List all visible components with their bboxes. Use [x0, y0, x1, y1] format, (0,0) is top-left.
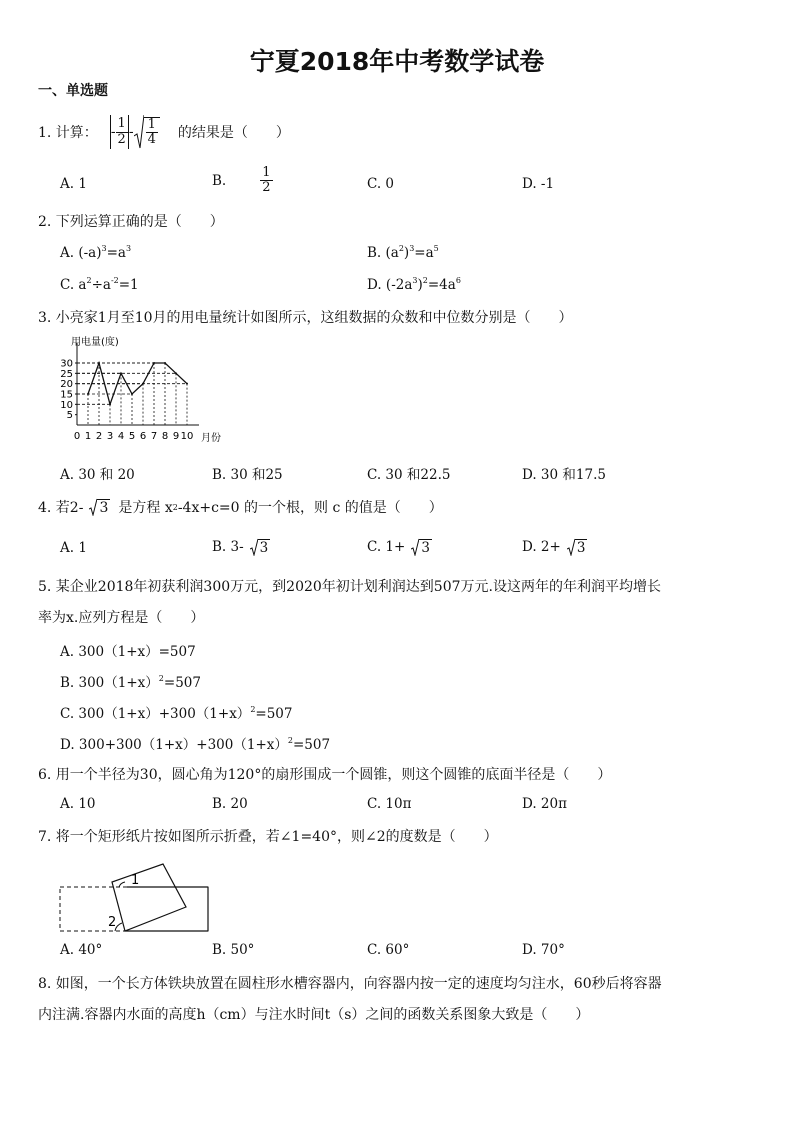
question-1-prefix: 1. 计算：	[38, 125, 98, 141]
original-rectangle-outline	[60, 887, 208, 931]
q6-option-b[interactable]: B. 20	[212, 796, 248, 812]
y-tick-label: 15	[60, 389, 73, 401]
page-title: 宁夏2018年中考数学试卷	[249, 47, 545, 76]
radical-icon	[567, 538, 575, 556]
q7-option-b[interactable]: B. 50°	[212, 942, 255, 958]
data-point	[175, 372, 177, 374]
folded-flap	[112, 864, 186, 931]
question-8-line-2: 内注满.容器内水面的高度h（cm）与注水时间t（s）之间的函数关系图象大致是（ ）	[38, 1007, 590, 1023]
question-3: 3. 小亮家1月至10月的用电量统计如图所示，这组数据的众数和中位数分别是（ ）	[38, 310, 573, 326]
q1-option-b[interactable]: B. $\frac{1}{2}$	[212, 165, 271, 196]
question-5-line-2: 率为x.应列方程是（ ）	[38, 610, 205, 626]
fraction-half: $\frac{1}{2}$	[117, 116, 126, 147]
minus-sign: -	[110, 124, 116, 140]
x-tick-label: 0	[73, 431, 81, 442]
x-tick-label: 6	[139, 431, 147, 442]
q1-option-d[interactable]: D. -1	[522, 176, 555, 192]
q4-option-d[interactable]: D. 2+ 3	[522, 539, 586, 556]
x-tick-label: 8	[161, 431, 169, 442]
data-point	[164, 362, 166, 364]
q7-option-a[interactable]: A. 40°	[60, 942, 103, 958]
question-1-suffix: 的结果是（ ）	[177, 125, 290, 141]
data-point	[142, 383, 144, 385]
y-tick-label: 20	[60, 379, 73, 391]
q2-option-d[interactable]: D. $(-2a^3)^2=4a^6$	[367, 276, 461, 293]
sqrt-3: 3	[89, 498, 110, 516]
radical-icon	[134, 114, 144, 150]
question-1	[38, 114, 290, 150]
q2-option-b[interactable]: B. $(a^2)^3=a^5$	[367, 244, 439, 261]
q4-option-c[interactable]: C. 1+ 3	[367, 539, 430, 556]
x-tick-label: 5	[128, 431, 136, 442]
q6-option-c[interactable]: C. 10π	[367, 796, 412, 812]
q1-option-c[interactable]: C. 0	[367, 176, 395, 192]
question-8-line-1: 8. 如图，一个长方体铁块放置在圆柱形水槽容器内，向容器内按一定的速度均匀注水，60秒后将容器	[38, 976, 662, 992]
question-5-line-1: 5. 某企业2018年初获利润300万元，到2020年初计划利润达到507万元.设这两年的年利润平均增长	[38, 579, 661, 595]
folded-rectangle-figure	[55, 852, 215, 934]
x-tick-label: 9	[172, 431, 180, 442]
x-tick-label: 4	[117, 431, 125, 442]
angle-1-label: 1	[131, 873, 140, 888]
x-tick-label: 3	[106, 431, 114, 442]
q5-option-c[interactable]: C. $300(1+x)+300(1+x)^2=507$	[60, 705, 293, 722]
section-heading: 一、单选题	[38, 83, 108, 99]
data-point	[120, 372, 122, 374]
radical-icon	[250, 538, 258, 556]
fraction-half: $\frac{1}{2}$	[262, 165, 271, 196]
q2-option-a[interactable]: A. $(-a)^3=a^3$	[60, 244, 132, 261]
y-axis-label: 用电量(度)	[71, 337, 119, 348]
question-2: 2. 下列运算正确的是（ ）	[38, 214, 224, 230]
x-tick-label: 7	[150, 431, 158, 442]
angle-1-arc	[119, 882, 125, 887]
y-tick-label: 25	[60, 368, 73, 380]
x-tick-label: 10	[180, 431, 194, 442]
x-tick-label: 1	[84, 431, 92, 442]
q3-option-a[interactable]: A. 30 和 20	[60, 467, 135, 483]
data-point	[98, 362, 100, 364]
x-tick-label: 2	[95, 431, 103, 442]
y-tick-label: 5	[66, 410, 73, 422]
q5-option-d[interactable]: D. $300+300(1+x)+300(1+x)^2=507$	[60, 736, 331, 753]
q2-option-c[interactable]: C. $a^2\div a^{-2}=1$	[60, 276, 139, 293]
q4-option-a[interactable]: A. 1	[60, 540, 87, 556]
question-4: 4. 若2- 3 是方程 x 2 -4x+c=0 的一个根，则 c 的值是（ ）	[38, 499, 443, 516]
radical-icon	[411, 538, 419, 556]
q6-option-d[interactable]: D. 20π	[522, 796, 567, 812]
data-point	[153, 362, 155, 364]
q5-option-a[interactable]: A. 300（1+x）=507	[60, 644, 196, 660]
q6-option-a[interactable]: A. 10	[60, 796, 96, 812]
q3-option-b[interactable]: B. 30 和25	[212, 467, 283, 483]
radical-icon	[89, 498, 97, 516]
question-6: 6. 用一个半径为30，圆心角为120°的扇形围成一个圆锥，则这个圆锥的底面半径是（ ）	[38, 767, 612, 783]
y-tick-label: 10	[60, 399, 73, 411]
data-point	[87, 393, 89, 395]
question-7: 7. 将一个矩形纸片按如图所示折叠，若∠1=40°，则∠2的度数是（ ）	[38, 829, 498, 845]
sqrt-quarter: $\frac{1}{4}$	[134, 114, 160, 150]
y-tick-label: 30	[60, 358, 73, 370]
minus-sign: -	[128, 124, 134, 140]
x-axis-label: 月份	[201, 433, 221, 444]
q1-option-a[interactable]: A. 1	[60, 176, 87, 192]
data-point	[109, 403, 111, 405]
q3-option-c[interactable]: C. 30 和22.5	[367, 467, 451, 483]
data-point	[186, 383, 188, 385]
q4-option-b[interactable]: B. 3- 3	[212, 539, 269, 556]
data-point	[131, 393, 133, 395]
q3-option-d[interactable]: D. 30 和17.5	[522, 467, 606, 483]
q7-option-c[interactable]: C. 60°	[367, 942, 410, 958]
q7-option-d[interactable]: D. 70°	[522, 942, 565, 958]
electricity-usage-line-chart	[55, 335, 240, 447]
angle-2-label: 2	[108, 915, 117, 930]
q5-option-b[interactable]: B. $300(1+x)^2=507$	[60, 674, 201, 691]
